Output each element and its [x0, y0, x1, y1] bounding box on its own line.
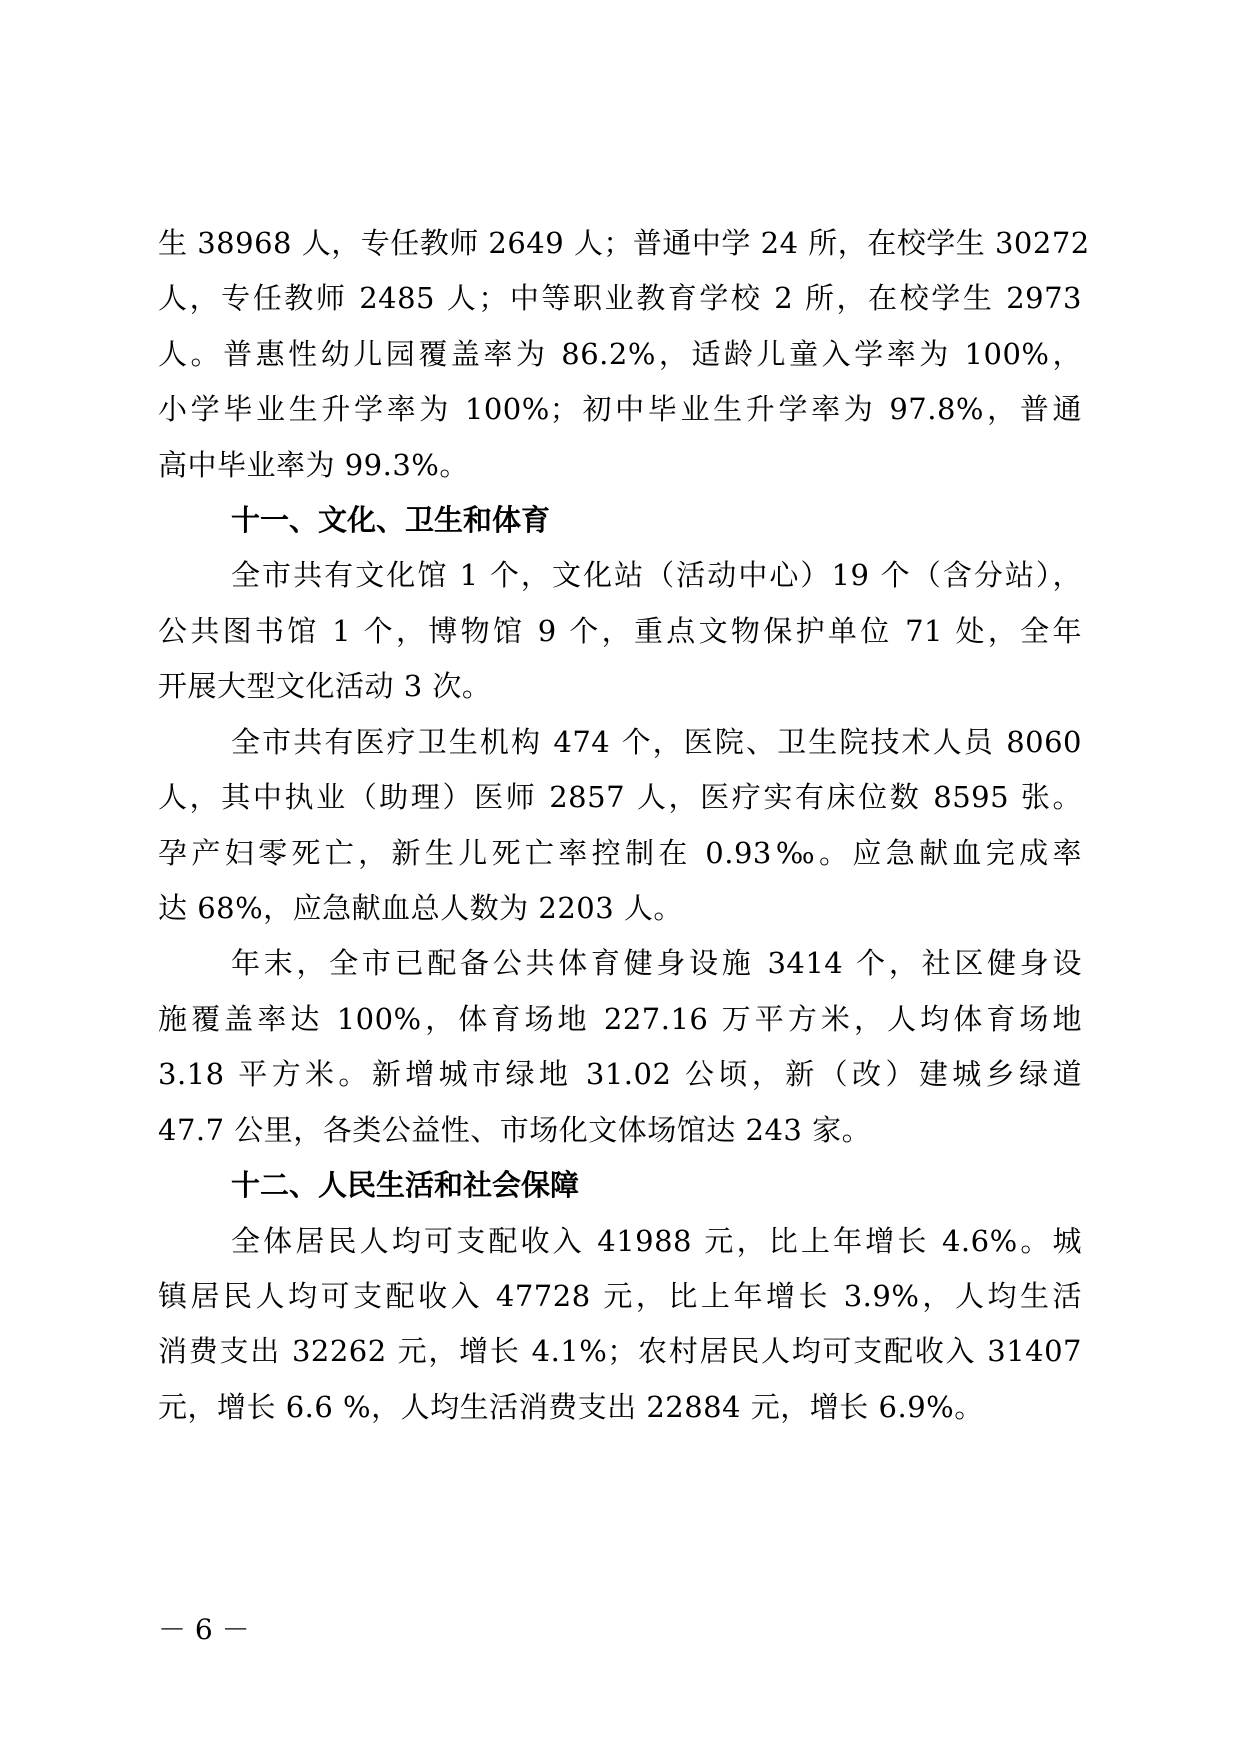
page-number: － 6 －: [158, 1613, 250, 1646]
education-line-3: 人。普惠性幼儿园覆盖率为 86.2%，适龄儿童入学率为 100%，: [158, 337, 1082, 371]
health-line-2: 人，其中执业（助理）医师 2857 人，医疗实有床位数 8595 张。: [158, 780, 1082, 814]
culture-line-2: 公共图书馆 1 个，博物馆 9 个，重点文物保护单位 71 处，全年: [158, 614, 1082, 648]
income-line-1: 全体居民人均可支配收入 41988 元，比上年增长 4.6%。城: [231, 1224, 1082, 1258]
culture-line-1: 全市共有文化馆 1 个，文化站（活动中心）19 个（含分站），: [231, 558, 1082, 592]
health-line-1: 全市共有医疗卫生机构 474 个，医院、卫生院技术人员 8060: [231, 725, 1082, 759]
education-line-1: 生 38968 人，专任教师 2649 人；普通中学 24 所，在校学生 30272: [158, 226, 1090, 260]
health-line-3: 孕产妇零死亡，新生儿死亡率控制在 0.93‰。应急献血完成率: [158, 836, 1082, 870]
education-line-5: 高中毕业率为 99.3%。: [158, 448, 469, 482]
education-line-4: 小学毕业生升学率为 100%；初中毕业生升学率为 97.8%，普通: [158, 392, 1082, 426]
culture-line-3: 开展大型文化活动 3 次。: [158, 669, 492, 703]
section-heading-livelihood-social-security: 十二、人民生活和社会保障: [231, 1168, 580, 1202]
health-line-4: 达 68%，应急献血总人数为 2203 人。: [158, 891, 683, 925]
sports-line-3: 3.18 平方米。新增城市绿地 31.02 公顷，新（改）建城乡绿道: [158, 1057, 1082, 1091]
sports-line-1: 年末，全市已配备公共体育健身设施 3414 个，社区健身设: [231, 946, 1082, 980]
education-line-2: 人，专任教师 2485 人；中等职业教育学校 2 所，在校学生 2973: [158, 281, 1082, 315]
sports-line-4: 47.7 公里，各类公益性、市场化文体场馆达 243 家。: [158, 1113, 872, 1147]
income-line-3: 消费支出 32262 元，增长 4.1%；农村居民人均可支配收入 31407: [158, 1334, 1082, 1368]
sports-line-2: 施覆盖率达 100%，体育场地 227.16 万平方米，人均体育场地: [158, 1002, 1082, 1036]
income-line-4: 元，增长 6.6 %，人均生活消费支出 22884 元，增长 6.9%。: [158, 1390, 984, 1424]
section-heading-culture-health-sports: 十一、文化、卫生和体育: [231, 503, 551, 537]
income-line-2: 镇居民人均可支配收入 47728 元，比上年增长 3.9%，人均生活: [158, 1279, 1082, 1313]
